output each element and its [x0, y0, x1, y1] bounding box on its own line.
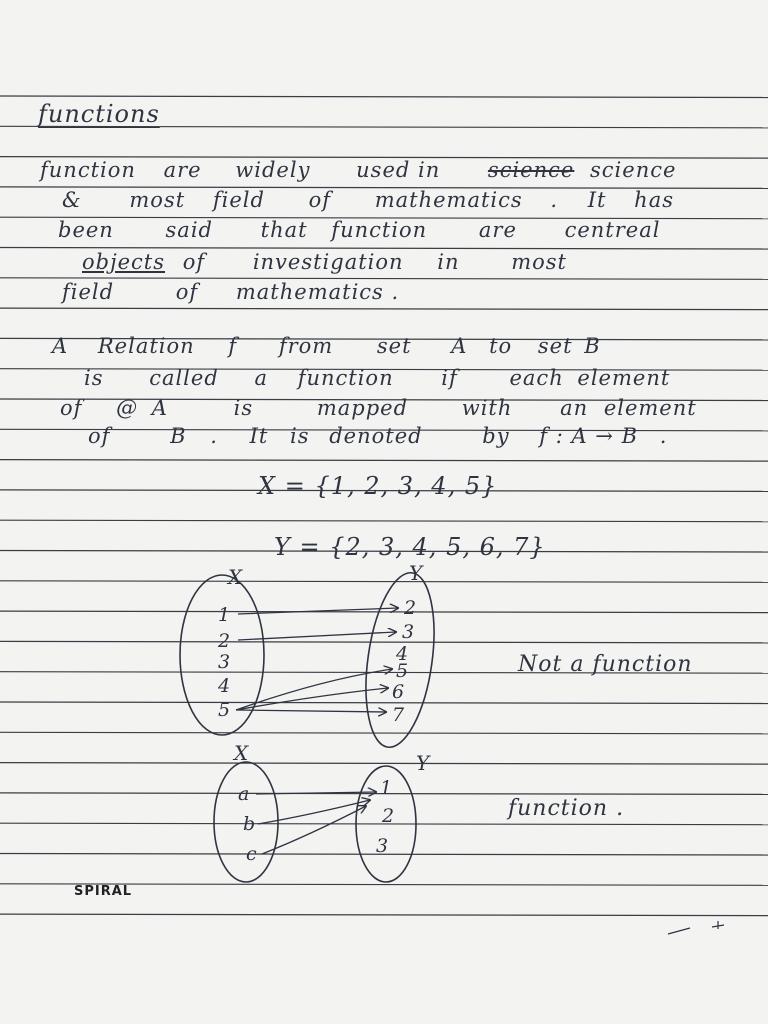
caption-function: function .: [508, 796, 625, 821]
word: .: [659, 424, 668, 448]
codomain-element: 1: [380, 777, 393, 799]
domain-element: 3: [218, 651, 231, 673]
domain-element: 5: [218, 699, 231, 721]
set-y-definition: Y = {2, 3, 4, 5, 6, 7}: [274, 533, 546, 561]
word: if: [441, 366, 458, 390]
diagram1-y-label: Y: [409, 561, 423, 585]
codomain-element: 7: [392, 704, 405, 726]
word: from: [278, 334, 334, 358]
word: A: [151, 396, 168, 420]
word: It: [249, 424, 269, 448]
word: .: [210, 424, 218, 448]
word: B: [170, 424, 187, 448]
word: function: [40, 158, 136, 182]
diagram2-y-label: Y: [416, 751, 430, 775]
codomain-element: 2: [404, 597, 417, 619]
word: in: [437, 250, 460, 274]
word: widely: [235, 158, 311, 182]
word: Relation: [97, 334, 195, 358]
word: to: [489, 334, 513, 358]
word: function: [331, 218, 428, 242]
word: objects: [82, 250, 166, 274]
word: B: [584, 334, 601, 358]
word: f: [228, 334, 238, 358]
word: science: [590, 158, 677, 182]
word: of: [308, 188, 332, 212]
word: of: [175, 280, 199, 304]
word: most: [129, 188, 186, 212]
word: is: [233, 396, 254, 420]
codomain-element: 4: [396, 643, 409, 665]
notebook-brand-logo: SPIRAL: [74, 884, 133, 899]
word: A: [52, 334, 69, 358]
word: @: [116, 396, 139, 420]
codomain-element: 2: [382, 805, 395, 827]
codomain-element: 3: [376, 835, 389, 857]
page-title: functions: [38, 100, 160, 128]
word: of: [60, 396, 83, 420]
set-x-definition: X = {1, 2, 3, 4, 5}: [258, 472, 498, 500]
domain-element: 4: [218, 675, 231, 697]
word: a: [254, 366, 268, 390]
word: &: [62, 188, 82, 212]
pen-mark: [712, 921, 724, 929]
diagram2-x-label: X: [234, 741, 249, 765]
word: function: [297, 366, 394, 390]
mapping-arrow: [236, 710, 386, 712]
word: element: [577, 366, 671, 390]
word: of: [182, 250, 206, 274]
word: mathematics: [235, 280, 384, 304]
pen-mark: [668, 928, 690, 934]
word: are: [478, 218, 517, 242]
word: element: [603, 396, 697, 420]
word: with: [461, 396, 513, 420]
codomain-element: 3: [402, 621, 415, 643]
caption-not-a-function: Not a function: [518, 652, 693, 677]
word: used in: [356, 158, 441, 182]
domain-element: 2: [218, 630, 231, 652]
word: field: [212, 188, 265, 212]
struck-word: science: [487, 158, 575, 182]
word: said: [165, 218, 213, 242]
word: centreal: [564, 218, 661, 242]
word: is: [290, 424, 310, 448]
word: It: [587, 188, 607, 212]
domain-element: a: [238, 783, 250, 805]
word: f : A → B: [539, 424, 639, 448]
domain-element: b: [243, 813, 256, 835]
domain-element: 1: [218, 604, 231, 626]
word: of: [88, 424, 111, 448]
word: A: [451, 334, 468, 358]
word: is: [84, 366, 104, 390]
word: each: [509, 366, 564, 390]
codomain-element: 6: [392, 681, 405, 703]
diagram1-x-label: X: [228, 565, 243, 589]
word: field: [62, 280, 115, 304]
word: called: [149, 366, 219, 390]
word: set: [537, 334, 573, 358]
word: .: [550, 188, 559, 212]
word: denoted: [329, 424, 423, 448]
word: investigation: [252, 250, 404, 274]
word: been: [58, 218, 114, 242]
word: mapped: [316, 396, 409, 420]
word: .: [391, 280, 400, 304]
word: set: [376, 334, 412, 358]
codomain-element: 5: [396, 660, 409, 682]
word: most: [511, 250, 567, 274]
word: an: [560, 396, 589, 420]
word: that: [260, 218, 308, 242]
word: by: [482, 424, 510, 448]
word: are: [163, 158, 202, 182]
domain-element: c: [246, 843, 257, 865]
word: has: [634, 188, 674, 212]
word: mathematics: [374, 188, 523, 212]
mapping-arrow: [238, 608, 398, 614]
